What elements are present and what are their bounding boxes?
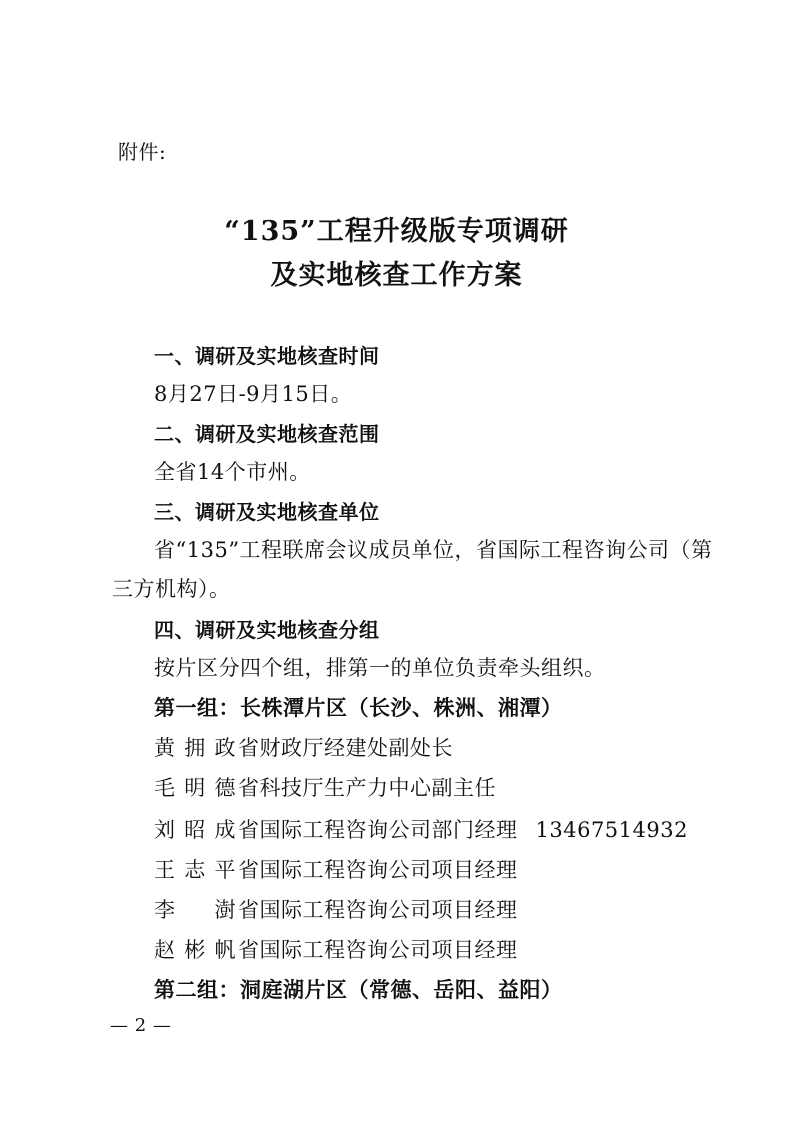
member-title: 省国际工程咨询公司项目经理 [238,938,518,962]
section-heading-units: 三、调研及实地核查单位 [154,500,380,524]
section-body-scope: 全省14个市州。 [154,460,311,484]
member-row [154,774,714,802]
page-number: — 2 — [110,1015,172,1036]
member-phone: 13467514932 [535,818,688,842]
section-heading-time: 一、调研及实地核查时间 [154,344,380,368]
member-row [154,936,714,964]
member-row [154,896,714,924]
member-name: 刘昭成 [154,818,236,842]
document-title-line-1: “135”工程升级版专项调研 [224,216,569,247]
member-name: 李澍 [154,898,236,922]
member-name: 赵彬帆 [154,938,236,962]
member-row [154,816,714,844]
member-title: 省国际工程咨询公司部门经理 13467514932 [238,818,688,842]
member-row [154,734,714,762]
attachment-label: 附件: [118,140,167,164]
member-title: 省财政厅经建处副处长 [238,736,453,760]
member-name: 王志平 [154,858,236,882]
section-body-units-line-2: 三方机构）。 [112,577,231,601]
section-heading-scope: 二、调研及实地核查范围 [154,422,380,446]
section-body-units-line-1: 省“135”工程联席会议成员单位，省国际工程咨询公司（第 [154,538,713,562]
member-title: 省国际工程咨询公司项目经理 [238,898,518,922]
group-heading-1: 第一组：长株潭片区（长沙、株洲、湘潭） [154,695,563,720]
member-row [154,856,714,884]
section-body-groups: 按片区分四个组，排第一的单位负责牵头组织。 [154,656,606,680]
member-name: 毛明德 [154,776,236,800]
section-body-time: 8月27日-9月15日。 [154,382,353,406]
section-heading-groups: 四、调研及实地核查分组 [154,618,380,642]
group-heading-2: 第二组：洞庭湖片区（常德、岳阳、益阳） [154,977,563,1002]
document-title-line-2: 及实地核查工作方案 [270,260,523,291]
member-title: 省科技厅生产力中心副主任 [238,776,496,800]
member-title: 省国际工程咨询公司项目经理 [238,858,518,882]
member-name: 黄拥政 [154,736,236,760]
